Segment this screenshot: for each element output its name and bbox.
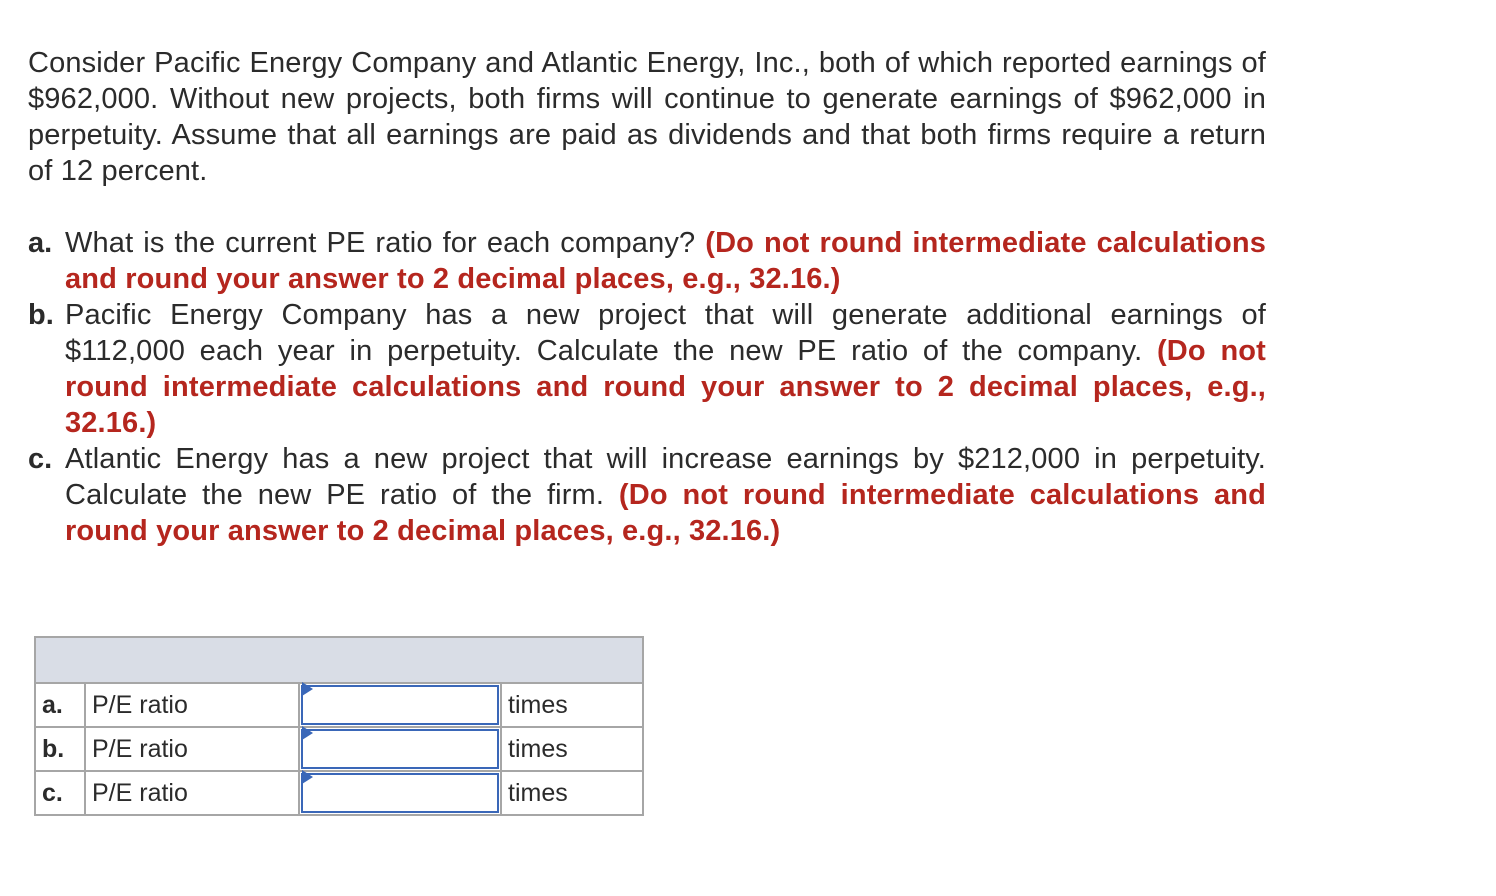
row-label: P/E ratio xyxy=(85,683,299,727)
question-text xyxy=(65,441,1266,549)
question-b xyxy=(28,297,1266,441)
row-letter: a. xyxy=(35,683,85,727)
question-body: Atlantic Energy has a new project that will increase earnings by $212,000 in perpetuity. Calculate the new PE ratio of the firm. xyxy=(65,443,1266,511)
pe-ratio-input-b[interactable] xyxy=(301,729,499,769)
answer-cell xyxy=(299,727,501,771)
input-flag-icon xyxy=(302,726,313,740)
row-unit: times xyxy=(501,683,643,727)
row-label: P/E ratio xyxy=(85,771,299,815)
question-a xyxy=(28,225,1266,297)
table-row xyxy=(35,727,643,771)
answer-cell xyxy=(299,683,501,727)
row-unit: times xyxy=(501,771,643,815)
question-text xyxy=(65,297,1266,441)
input-flag-icon xyxy=(302,682,313,696)
rounding-instruction: (Do not round intermediate calculations and round your answer to 2 decimal places, e.g., 32.16.) xyxy=(65,227,1266,295)
question-body: Pacific Energy Company has a new project that will generate additional earnings of $112,000 each year in perpetuity. Calculate the new PE ratio of the company. xyxy=(65,299,1266,367)
table-row xyxy=(35,683,643,727)
table-row xyxy=(35,771,643,815)
question-text xyxy=(65,225,1266,297)
question-body: What is the current PE ratio for each company? xyxy=(65,227,706,259)
question-c xyxy=(28,441,1266,549)
problem-intro: Consider Pacific Energy Company and Atlantic Energy, Inc., both of which reported earnings of $962,000. Without new projects, both firms will continue to generate earnings of $962,000 in perpetuity. Assume that all earnings are paid as dividends and that both firms require a return of 12 percent. xyxy=(28,47,1266,187)
question-list xyxy=(28,225,1266,549)
row-label: P/E ratio xyxy=(85,727,299,771)
rounding-instruction: (Do not round intermediate calculations and round your answer to 2 decimal places, e.g., 32.16.) xyxy=(65,479,1266,547)
answer-table-header xyxy=(35,637,643,683)
header-cell xyxy=(35,637,643,683)
input-flag-icon xyxy=(302,770,313,784)
answer-table xyxy=(34,636,644,816)
pe-ratio-input-c[interactable] xyxy=(301,773,499,813)
rounding-instruction: (Do not round intermediate calculations and round your answer to 2 decimal places, e.g., 32.16.) xyxy=(65,335,1266,439)
question-letter: c. xyxy=(28,443,53,475)
question-letter: a. xyxy=(28,227,53,259)
row-letter: c. xyxy=(35,771,85,815)
row-letter: b. xyxy=(35,727,85,771)
pe-ratio-input-a[interactable] xyxy=(301,685,499,725)
row-unit: times xyxy=(501,727,643,771)
question-letter: b. xyxy=(28,299,54,331)
answer-cell xyxy=(299,771,501,815)
